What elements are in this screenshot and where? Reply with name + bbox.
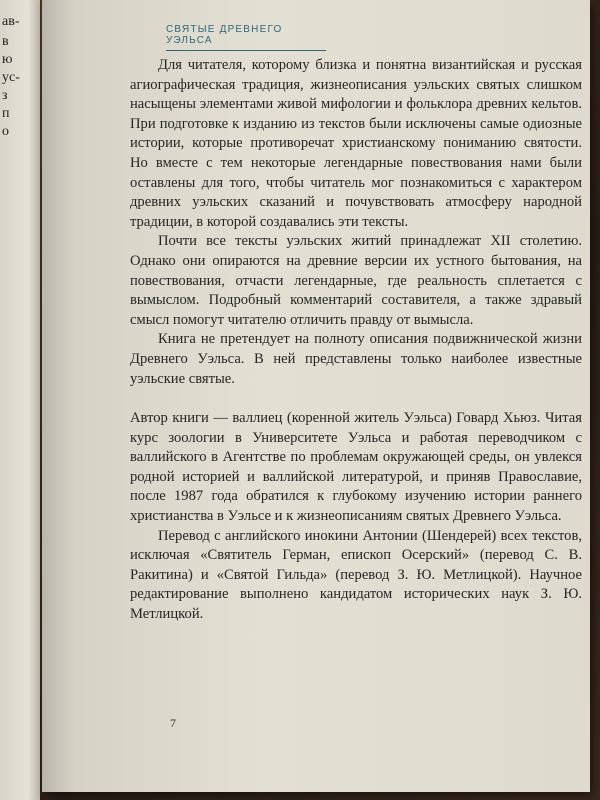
author-note: Автор книги — валлиец (коренной житель Уэльса) Говард Хьюз. Читая курс зоологии в Университете Уэльса и работая переводчиком с валлийского в Агентстве по проблемам окружающей среды, он увлекся родной историей и валлийской литературой, и приняв Православие, после 1987 года обратился к глубокому изучению истории раннего христианства в Уэльсе и к жизнеописаниям святых Древнего Уэльса. bbox=[130, 410, 582, 525]
left-page-fragment: з bbox=[2, 88, 8, 103]
left-page-fragment: п bbox=[2, 106, 10, 121]
left-page-fragment: ав- bbox=[2, 14, 20, 29]
author-note-block bbox=[130, 409, 582, 625]
body-text bbox=[130, 56, 582, 625]
left-page-fragment: о bbox=[2, 124, 9, 139]
left-page-fragment: в bbox=[2, 34, 9, 49]
page-number: 7 bbox=[170, 716, 176, 730]
translation-note: Перевод с английского инокини Антонии (Шендерей) всех текстов, исключая «Святитель Герман, епископ Осерский» (перевод С. В. Ракитина) и «Святой Гильда» (перевод З. Ю. Метлицкой). Научное редактирование выполнено кандидатом исторических наук З. Ю. Метлицкой. bbox=[130, 527, 582, 623]
left-page-fragment: ю bbox=[2, 52, 13, 67]
left-page-edge bbox=[0, 0, 40, 800]
paragraph: Для читателя, которому близка и понятна византийская и русская агиографическая традиция, жизнеописания уэльских святых слишком насыщены элементами живой мифологии и фольклора древних кельтов. При подготовке к изданию из текстов были исключены самые одиозные истории, которые противоречат христианскому пониманию святости. Но вместе с тем некоторые легендарные повествования нами были оставлены для того, чтобы читатель мог познакомиться с характером древних уэльских сказаний и почувствовать атмосферу народной традиции, в которой создавались эти тексты. bbox=[130, 57, 582, 230]
left-page-fragment: ус- bbox=[2, 70, 20, 85]
book-page bbox=[42, 0, 590, 792]
paragraph: Почти все тексты уэльских житий принадлежат XII столетию. Однако они опираются на древние версии их устного бытования, на повествования, отчасти легендарные, где реальность сплетается с вымыслом. Подробный комментарий составителя, а также здравый смысл помогут читателю отличить правду от вымысла. bbox=[130, 233, 582, 328]
paragraph: Книга не претендует на полноту описания подвижнической жизни Древнего Уэльса. В ней представлены только наиболее известные уэльские святые. bbox=[130, 331, 582, 387]
running-head: СВЯТЫЕ ДРЕВНЕГО УЭЛЬСА bbox=[166, 24, 326, 51]
